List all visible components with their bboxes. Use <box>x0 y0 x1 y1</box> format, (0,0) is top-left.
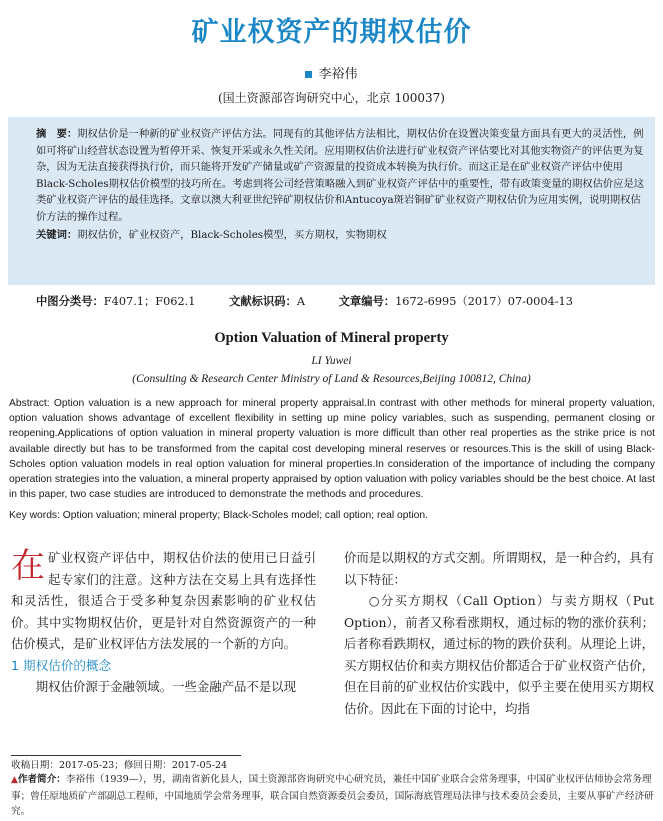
author-line <box>0 63 663 82</box>
section-heading: 1 期权估价的概念 <box>11 657 112 673</box>
english-affiliation: (Consulting & Research Center Ministry of Land & Resources,Beijing 100812, China) <box>132 373 531 385</box>
keywords-label: 关键词： <box>36 228 78 241</box>
abstract-paragraph <box>36 126 645 226</box>
doc-code-value: A <box>296 295 306 308</box>
body-paragraph: 价而是以期权的方式交割。所谓期权，是一种合约，具有以下特征： <box>344 550 654 587</box>
body-paragraph: ○分买方期权（Call Option）与卖方期权（Put Option），前者又称看涨期权，通过标的物的涨价获利；后者称看跌期权，通过标的物的跌价获利。从理论上讲，买方期权估价和卖方期权估价都适合于矿业权资产估价，但在目前的矿业权估价实践中，似乎主要在使用买方期权估价。因此在下面的讨论中，均指 <box>344 593 654 716</box>
english-abstract-label: Abstract: <box>9 398 50 409</box>
english-abstract <box>9 396 655 502</box>
classification-line <box>36 293 603 309</box>
intro-paragraph <box>11 547 316 655</box>
author-bio <box>11 772 657 820</box>
doc-code-label: 文献标识码： <box>229 295 297 308</box>
abstract-label: 摘 要： <box>36 128 78 140</box>
clc-label: 中图分类号： <box>36 295 104 308</box>
keywords <box>36 227 645 244</box>
abstract-box <box>8 117 655 285</box>
square-bullet-icon <box>305 71 312 78</box>
body-paragraph: 期权估价源于金融领域。一些金融产品不是以现 <box>35 679 296 694</box>
keywords-text: 期权估价，矿业权资产，Black-Scholes模型，买方期权，实物期权 <box>77 228 387 241</box>
article-no-value: 1672-6995（2017）07-0004-13 <box>395 295 573 308</box>
english-keywords <box>9 510 428 521</box>
author-affiliation: (国土资源部咨询研究中心，北京 100037) <box>218 91 445 105</box>
author-bio-label: 作者简介： <box>17 774 66 785</box>
english-keywords-text: Option valuation; mineral property; Black-Scholes model; call option; real option. <box>59 510 428 521</box>
drop-cap: 在 <box>11 546 45 586</box>
abstract-text: 期权估价是一种新的矿业权资产评估方法。同现有的其他评估方法相比，期权估价在设置决策变量方面具有更大的灵活性，例如可将矿山经营状态设置为暂停开采、恢复开采或永久性关闭。应用期权估价法进行矿业权资产评估要比对其他实物资产的评估更为复杂，因为无法直接获得执行价，而只能将开发矿产储量或矿产资源量的投资成本转换为执行价。而这正是在矿业权资产评估中使用Black-Scholes期权估价模型的技巧所在。考虑到将公司经营策略融入到矿业权资产评估中的重要性，带有政策变量的期权估价应是这类矿业权资产评估的最佳选择。文章以澳大利亚世纪锌矿期权估价和Antucoya斑岩铜矿矿业权资产期权估价为应用实例，说明期权估价方法的操作过程。 <box>36 128 645 223</box>
received-dates: 收稿日期：2017-05-23；修回日期：2017-05-24 <box>11 760 228 771</box>
body-column-left <box>11 547 316 698</box>
english-author: LI Yuwei <box>311 355 352 367</box>
intro-text: 矿业权资产评估中，期权估价法的使用已日益引起专家们的注意。这种方法在交易上具有选择性和灵活性，很适合于受多种复杂因素影响的矿业权估价。其中实物期权估价，更是针对自然资源资产的一种估价模式，是矿业权评估方法发展的一个新的方向。 <box>11 550 316 651</box>
author-name: 李裕伟 <box>318 67 358 82</box>
clc-value: F407.1；F062.1 <box>103 295 196 308</box>
body-column-right <box>344 547 654 719</box>
paper-title: 矿业权资产的期权估价 <box>191 17 472 48</box>
english-abstract-text: Option valuation is a new approach for mineral property appraisal.In contrast with other methods for mineral property valuation, option valuation shows advantage of excellent flexibility in setting up mine policy variables, such as suspending, permanent closing or reopening.Applications of option valuation in mineral property valuation is more difficult than other real properties as the strike price is not available directly but has to be transformed from the capital cost developing mineral reserves or resources.This is the skill of using Black-Scholes option valuation models in real option valuation for mineral properties.In consideration of the importance of including the company operation strategies into the valuation, a mineral property appraised by option valuation with policy variables should be the best choice. At last in this paper, two case studies are introduced to demonstrate the methods and procedures. <box>9 398 655 501</box>
triangle-bullet-icon: ▲ <box>11 775 18 785</box>
article-no-label: 文章编号： <box>338 295 396 308</box>
author-bio-text: 李裕伟（1939—），男，湖南省新化县人，国土资源部咨询研究中心研究员，兼任中国矿业联合会常务理事，中国矿业权评估师协会常务理事；曾任原地质矿产部副总工程师，中国地质学会常务理事，联合国自然资源委员会委员，国际海底管理局法律与技术委员会委员，主要从事矿产经济研究。 <box>11 774 654 817</box>
footnote-divider <box>11 755 241 756</box>
english-keywords-label: Key words: <box>9 510 60 521</box>
english-title: Option Valuation of Mineral property <box>214 330 449 346</box>
